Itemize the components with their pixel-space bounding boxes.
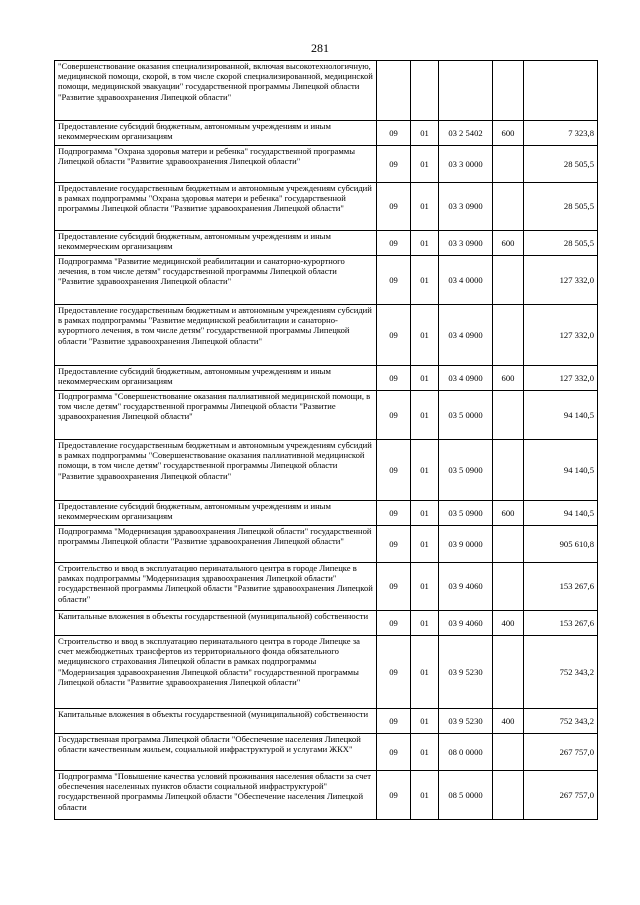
row-name: Предоставление субсидий бюджетным, автономным учреждениям и иным некоммерческим организациям (55, 121, 377, 146)
expense-type-code: 600 (493, 501, 524, 526)
section-code: 01 (411, 526, 439, 563)
ministry-code: 09 (377, 121, 411, 146)
expense-type-code (493, 734, 524, 771)
table-row (55, 231, 598, 256)
ministry-code: 09 (377, 391, 411, 440)
amount: 94 140,5 (524, 440, 598, 501)
expense-type-code (493, 440, 524, 501)
expense-type-code (493, 526, 524, 563)
row-name: Предоставление государственным бюджетным и автономным учреждениям субсидий в рамках подпрограммы "Развитие медицинской реабилитации и санаторно-курортного лечения, в том числе детям" государственной программы Липецкой области "Развитие здравоохранения Липецкой области" (55, 305, 377, 366)
article-code: 03 4 0900 (439, 366, 493, 391)
expense-type-code (493, 61, 524, 121)
row-name: Капитальные вложения в объекты государственной (муниципальной) собственности (55, 709, 377, 734)
table-row (55, 256, 598, 305)
table-row (55, 366, 598, 391)
section-code: 01 (411, 611, 439, 636)
table-row (55, 709, 598, 734)
row-name: Предоставление государственным бюджетным и автономным учреждениям субсидий в рамках подпрограммы "Охрана здоровья матери и ребенка" государственной программы Липецкой области "Развитие здравоохранения Липецкой области" (55, 183, 377, 231)
table-row (55, 611, 598, 636)
table-row (55, 305, 598, 366)
ministry-code: 09 (377, 636, 411, 709)
row-name: Строительство и ввод в эксплуатацию перинатального центра в городе Липецке за счет межбюджетных трансфертов из территориального фонда обязательного медицинского страхования Липецкой области в рамках подпрограммы "Модернизация здравоохранения Липецкой области" государственной программы Липецкой области "Развитие здравоохранения Липецкой области" (55, 636, 377, 709)
amount: 28 505,5 (524, 183, 598, 231)
article-code: 03 2 5402 (439, 121, 493, 146)
amount (524, 61, 598, 121)
table-row (55, 183, 598, 231)
section-code: 01 (411, 231, 439, 256)
section-code: 01 (411, 501, 439, 526)
article-code: 03 3 0900 (439, 231, 493, 256)
article-code: 03 5 0000 (439, 391, 493, 440)
table-row (55, 563, 598, 611)
article-code: 03 9 5230 (439, 709, 493, 734)
ministry-code: 09 (377, 734, 411, 771)
expense-type-code (493, 146, 524, 183)
expense-type-code (493, 183, 524, 231)
table-row (55, 636, 598, 709)
row-name: Предоставление субсидий бюджетным, автономным учреждениям и иным некоммерческим организациям (55, 366, 377, 391)
amount: 127 332,0 (524, 256, 598, 305)
expense-type-code (493, 391, 524, 440)
expense-type-code: 400 (493, 611, 524, 636)
section-code: 01 (411, 709, 439, 734)
expense-type-code: 400 (493, 709, 524, 734)
ministry-code: 09 (377, 305, 411, 366)
section-code: 01 (411, 366, 439, 391)
expense-type-code: 600 (493, 231, 524, 256)
section-code: 01 (411, 734, 439, 771)
amount: 127 332,0 (524, 305, 598, 366)
row-name: Предоставление государственным бюджетным и автономным учреждениям субсидий в рамках подпрограммы "Совершенствование оказания паллиативной медицинской помощи, в том числе детям" государственной программы Липецкой области "Развитие здравоохранения Липецкой области" (55, 440, 377, 501)
row-name: Капитальные вложения в объекты государственной (муниципальной) собственности (55, 611, 377, 636)
ministry-code: 09 (377, 526, 411, 563)
ministry-code: 09 (377, 146, 411, 183)
table-row (55, 501, 598, 526)
ministry-code (377, 61, 411, 121)
table-row (55, 121, 598, 146)
ministry-code: 09 (377, 771, 411, 820)
article-code: 03 4 0000 (439, 256, 493, 305)
article-code: 08 5 0000 (439, 771, 493, 820)
section-code: 01 (411, 305, 439, 366)
table-row (55, 771, 598, 820)
section-code: 01 (411, 563, 439, 611)
amount: 752 343,2 (524, 709, 598, 734)
amount: 905 610,8 (524, 526, 598, 563)
row-name: Подпрограмма "Охрана здоровья матери и ребенка" государственной программы Липецкой области "Развитие здравоохранения Липецкой области" (55, 146, 377, 183)
ministry-code: 09 (377, 256, 411, 305)
amount: 7 323,8 (524, 121, 598, 146)
table-row (55, 440, 598, 501)
expense-type-code (493, 636, 524, 709)
article-code: 03 9 0000 (439, 526, 493, 563)
ministry-code: 09 (377, 231, 411, 256)
row-name: Подпрограмма "Повышение качества условий проживания населения области за счет обеспечения населенных пунктов области социальной инфраструктурой" государственной программы Липецкой области "Обеспечение населения Липецкой области (55, 771, 377, 820)
ministry-code: 09 (377, 501, 411, 526)
ministry-code: 09 (377, 183, 411, 231)
article-code: 03 5 0900 (439, 440, 493, 501)
table-row (55, 61, 598, 121)
amount: 267 757,0 (524, 771, 598, 820)
amount: 94 140,5 (524, 391, 598, 440)
row-name: Подпрограмма "Совершенствование оказания паллиативной медицинской помощи, в том числе детям" государственной программы Липецкой области "Развитие здравоохранения Липецкой области" (55, 391, 377, 440)
table-row (55, 734, 598, 771)
page-number: 281 (311, 41, 329, 55)
article-code: 03 9 5230 (439, 636, 493, 709)
ministry-code: 09 (377, 366, 411, 391)
expense-type-code (493, 771, 524, 820)
section-code: 01 (411, 391, 439, 440)
section-code: 01 (411, 183, 439, 231)
article-code: 03 9 4060 (439, 611, 493, 636)
expense-type-code: 600 (493, 121, 524, 146)
row-name: Государственная программа Липецкой области "Обеспечение населения Липецкой области качественным жильем, социальной инфраструктурой и услугами ЖКХ" (55, 734, 377, 771)
article-code: 08 0 0000 (439, 734, 493, 771)
row-name: "Совершенствование оказания специализированной, включая высокотехнологичную, медицинской помощи, скорой, в том числе скорой специализированной, медицинской помощи, медицинской эвакуации" государственной программы Липецкой области "Развитие здравоохранения Липецкой области" (55, 61, 377, 121)
section-code: 01 (411, 636, 439, 709)
section-code: 01 (411, 440, 439, 501)
amount: 153 267,6 (524, 563, 598, 611)
amount: 28 505,5 (524, 231, 598, 256)
article-code: 03 5 0900 (439, 501, 493, 526)
article-code: 03 4 0900 (439, 305, 493, 366)
amount: 94 140,5 (524, 501, 598, 526)
expense-type-code (493, 256, 524, 305)
expense-type-code (493, 305, 524, 366)
row-name: Подпрограмма "Развитие медицинской реабилитации и санаторно-курортного лечения, в том числе детям" государственной программы Липецкой области "Развитие здравоохранения Липецкой области" (55, 256, 377, 305)
row-name: Подпрограмма "Модернизация здравоохранения Липецкой области" государственной программы Липецкой области "Развитие здравоохранения Липецкой области" (55, 526, 377, 563)
section-code: 01 (411, 256, 439, 305)
table-row (55, 391, 598, 440)
ministry-code: 09 (377, 563, 411, 611)
expense-type-code (493, 563, 524, 611)
article-code: 03 9 4060 (439, 563, 493, 611)
row-name: Предоставление субсидий бюджетным, автономным учреждениям и иным некоммерческим организациям (55, 501, 377, 526)
expense-type-code: 600 (493, 366, 524, 391)
section-code: 01 (411, 121, 439, 146)
amount: 267 757,0 (524, 734, 598, 771)
section-code: 01 (411, 146, 439, 183)
section-code: 01 (411, 771, 439, 820)
section-code (411, 61, 439, 121)
ministry-code: 09 (377, 709, 411, 734)
row-name: Предоставление субсидий бюджетным, автономным учреждениям и иным некоммерческим организациям (55, 231, 377, 256)
row-name: Строительство и ввод в эксплуатацию перинатального центра в городе Липецке в рамках подпрограммы "Модернизация здравоохранения Липецкой области" государственной программы Липецкой области "Развитие здравоохранения Липецкой области" (55, 563, 377, 611)
amount: 127 332,0 (524, 366, 598, 391)
amount: 28 505,5 (524, 146, 598, 183)
article-code: 03 3 0900 (439, 183, 493, 231)
article-code (439, 61, 493, 121)
article-code: 03 3 0000 (439, 146, 493, 183)
budget-table (54, 60, 598, 820)
table-row (55, 526, 598, 563)
table-row (55, 146, 598, 183)
ministry-code: 09 (377, 611, 411, 636)
ministry-code: 09 (377, 440, 411, 501)
amount: 752 343,2 (524, 636, 598, 709)
amount: 153 267,6 (524, 611, 598, 636)
